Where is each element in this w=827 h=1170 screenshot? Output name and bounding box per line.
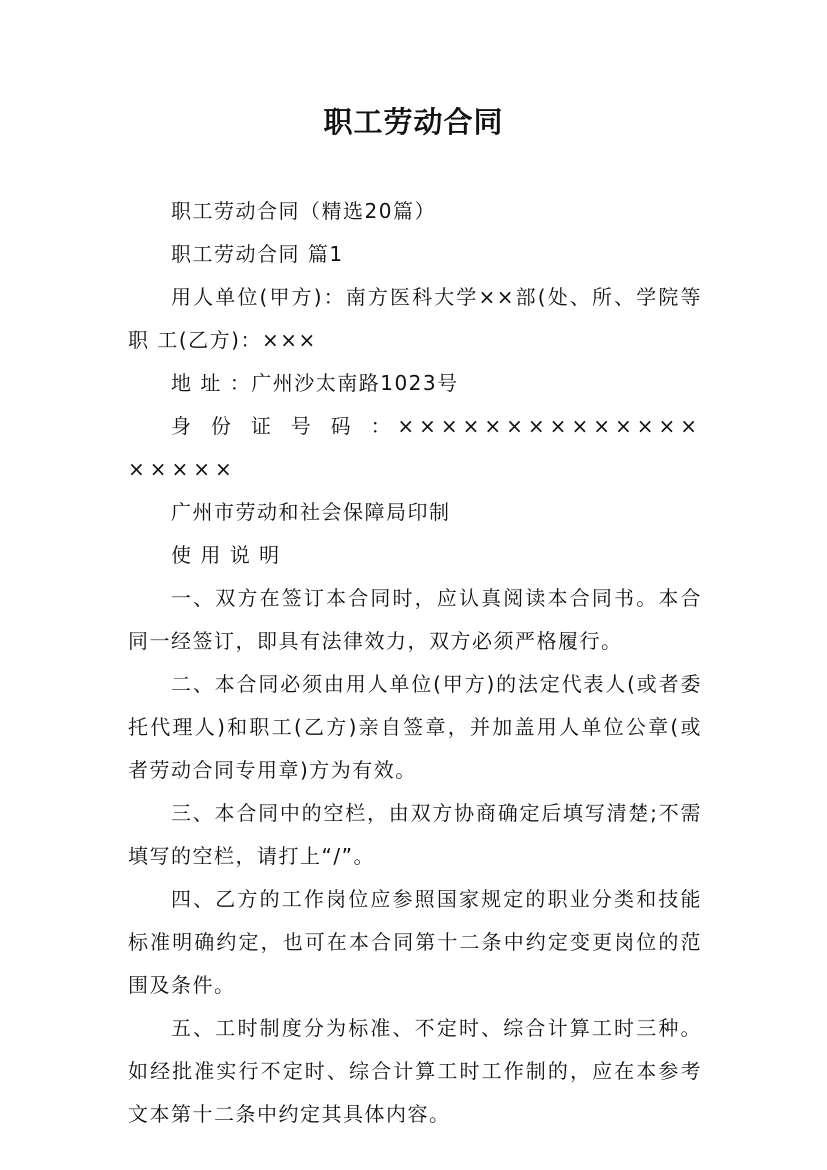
- paragraph-clause-2: 二、本合同必须由用人单位(甲方)的法定代表人(或者委托代理人)和职工(乙方)亲自签章，并加盖用人单位公章(或者劳动合同专用章)方为有效。: [128, 672, 702, 782]
- paragraph-clause-3: 三、本合同中的空栏，由双方协商确定后填写清楚;不需填写的空栏，请打上“/”。: [128, 801, 702, 868]
- paragraph-address: 地 址 ：广州沙太南路1023号: [171, 371, 459, 395]
- paragraph-clause-1: 一、双方在签订本合同时，应认真阅读本合同书。本合同一经签订，即具有法律效力，双方必须严格履行。: [128, 586, 702, 653]
- document-body: [128, 190, 702, 1136]
- document-title: 职工劳动合同: [323, 105, 504, 139]
- paragraph-section-heading: 职工劳动合同 篇1: [171, 242, 344, 266]
- paragraph-clause-4: 四、乙方的工作岗位应参照国家规定的职业分类和技能标准明确约定，也可在本合同第十二条中约定变更岗位的范围及条件。: [128, 887, 702, 997]
- paragraph-instructions-heading: 使 用 说 明: [171, 543, 281, 567]
- paragraph-id-number: 身 份 证 号 码 ：×××××××××××××××××××: [128, 414, 702, 481]
- paragraph-employer: 用人单位(甲方)：南方医科大学××部(处、所、学院等 职 工(乙方)：×××: [128, 285, 702, 352]
- paragraph-clause-5: 五、工时制度分为标准、不定时、综合计算工时三种。如经批准实行不定时、综合计算工时工作制的，应在本参考文本第十二条中约定其具体内容。: [128, 1016, 702, 1126]
- paragraph-subtitle: 职工劳动合同（精选20篇）: [171, 199, 436, 223]
- paragraph-issuer: 广州市劳动和社会保障局印制: [171, 500, 451, 524]
